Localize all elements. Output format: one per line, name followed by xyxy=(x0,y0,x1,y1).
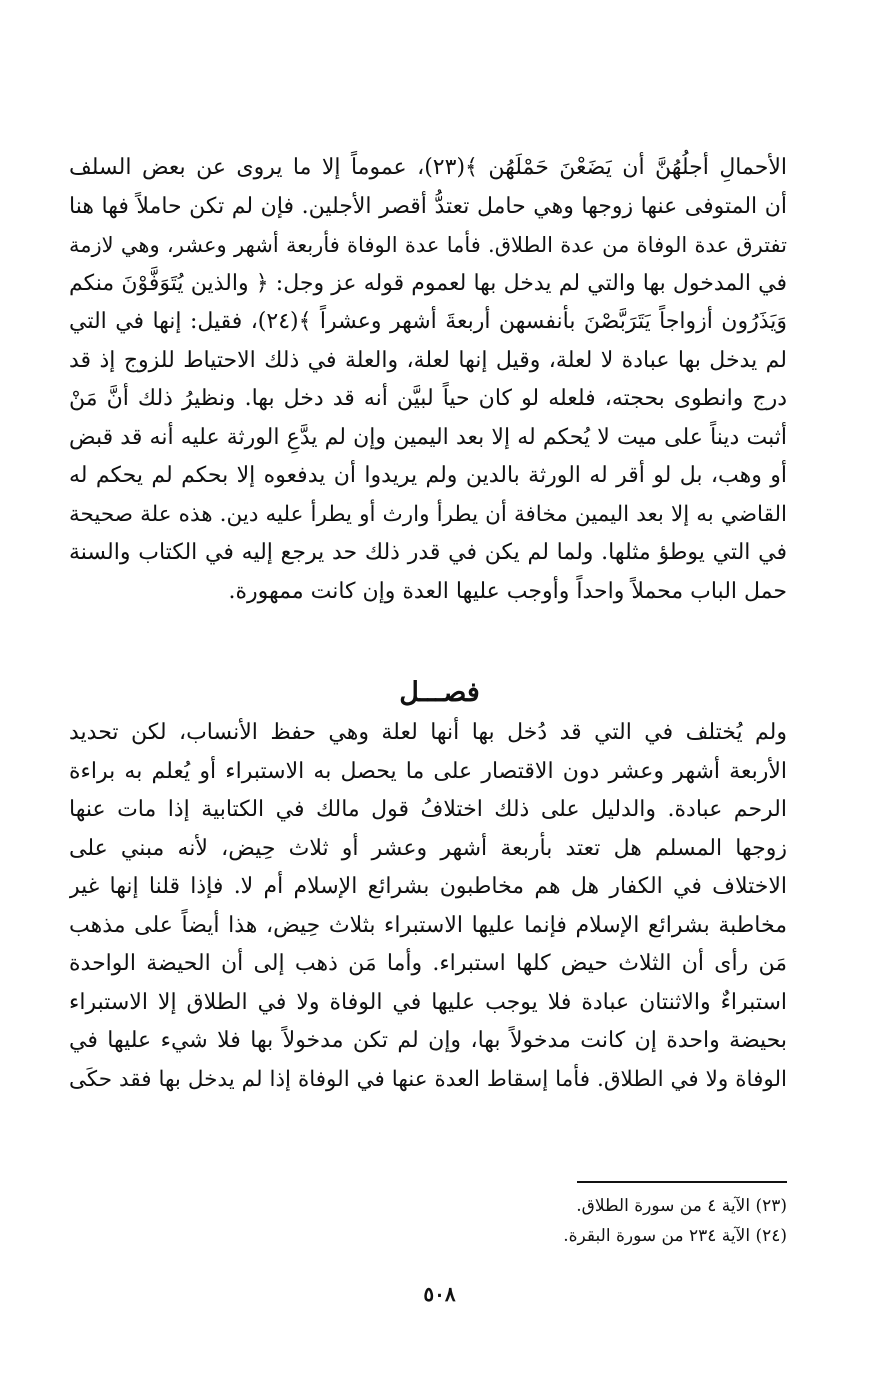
text-line: ولم يُختلف في التي قد دُخل بها أنها لعلة وهي حفظ الأنساب، لكن تحديد xyxy=(69,720,787,745)
footnote: (٢٣) الآية ٤ من سورة الطلاق. xyxy=(576,1196,787,1216)
text-line: أن المتوفى عنها زوجها وهي حامل تعتدُّ أقصر الأجلين. فإن لم تكن حاملاً فها هنا xyxy=(69,193,787,219)
text-line: في المدخول بها والتي لم يدخل بها لعموم قوله عز وجل: ﴿ والذين يُتَوَفَّوْنَ منكم xyxy=(69,270,787,296)
text-line: وَيَذَرُون أزواجاً يَتَرَبَّصْنَ بأنفسهن أربعةَ أشهر وعشراً ﴾(٢٤)، فقيل: إنها في التي xyxy=(69,309,787,334)
text-line: القاضي به إلا بعد اليمين مخافة أن يطرأ وارث أو يطرأ عليه دين. هذه علة صحيحة xyxy=(69,501,787,527)
text-line: الأربعة أشهر وعشر دون الاقتصار على ما يحصل به الاستبراء أو يُعلم به براءة xyxy=(69,758,787,784)
section-heading: فصـــل xyxy=(399,677,480,708)
text-line: الرحم عبادة. والدليل على ذلك اختلافُ قول مالك في الكتابية إذا مات عنها xyxy=(69,797,787,822)
text-line: مَن رأى أن الثلاث حيض كلها استبراء. وأما مَن ذهب إلى أن الحيضة الواحدة xyxy=(69,951,787,976)
text-line: استبراءٌ والاثنتان عبادة فلا يوجب عليها في الوفاة ولا في الطلاق إلا الاستبراء xyxy=(69,989,787,1015)
footnote: (٢٤) الآية ٢٣٤ من سورة البقرة. xyxy=(563,1226,787,1246)
paragraph-1 xyxy=(69,149,787,611)
text-line: بحيضة واحدة إن كانت مدخولاً بها، وإن لم تكن مدخولاً بها فلا شيء عليها في xyxy=(69,1028,787,1053)
text-line: تفترق عدة الوفاة من عدة الطلاق. فأما عدة الوفاة فأربعة أشهر وعشر، وهي لازمة xyxy=(69,233,787,257)
text-line: الوفاة ولا في الطلاق. فأما إسقاط العدة عنها في الوفاة إذا لم يدخل بها فقد حكَى xyxy=(69,1066,787,1092)
text-line: زوجها المسلم هل تعتد بأربعة أشهر وعشر أو ثلاث حِيض، لأنه مبني على xyxy=(69,835,787,861)
text-line: الاختلاف في الكفار هل هم مخاطبون بشرائع الإسلام أم لا. فإذا قلنا إنها غير xyxy=(69,874,787,899)
text-line: لم يدخل بها عبادة لا لعلة، وقيل إنها لعلة، والعلة في ذلك الاحتياط للزوج إذ قد xyxy=(69,347,787,373)
text-line: حمل الباب محملاً واحداً وأوجب عليها العدة وإن كانت ممهورة. xyxy=(228,578,787,604)
footnote-separator xyxy=(577,1181,787,1183)
text-line: أثبت ديناً على ميت لا يُحكم له إلا بعد اليمين وإن لم يدَّعِ الورثة عليه أنه قد قبض xyxy=(69,424,787,450)
text-line: مخاطبة بشرائع الإسلام فإنما عليها الاستبراء بثلاث حِيض، هذا أيضاً على مذهب xyxy=(69,912,787,938)
text-line: في التي يوطؤ مثلها. ولما لم يكن في قدر ذلك حد يرجع إليه في الكتاب والسنة xyxy=(69,540,787,565)
text-line: الأحمالِ أجلُهُنَّ أن يَضَعْنَ حَمْلَهُن ﴾(٢٣)، عموماً إلا ما يروى عن بعض السلف xyxy=(69,155,787,180)
paragraph-2 xyxy=(69,714,787,1099)
footnotes xyxy=(69,1191,787,1251)
text-line: أو وهب، بل لو أقر له الورثة بالدين ولم يريدوا أن يدفعوه إلا بحكم لم يحكم له xyxy=(69,463,787,488)
page-number: ٥٠٨ xyxy=(423,1282,456,1306)
text-line: درج وانطوى بحجته، فلعله لو كان حياً لبيَّن أنه قد دخل بها. ونظيرُ ذلك أنَّ مَنْ xyxy=(69,386,787,411)
